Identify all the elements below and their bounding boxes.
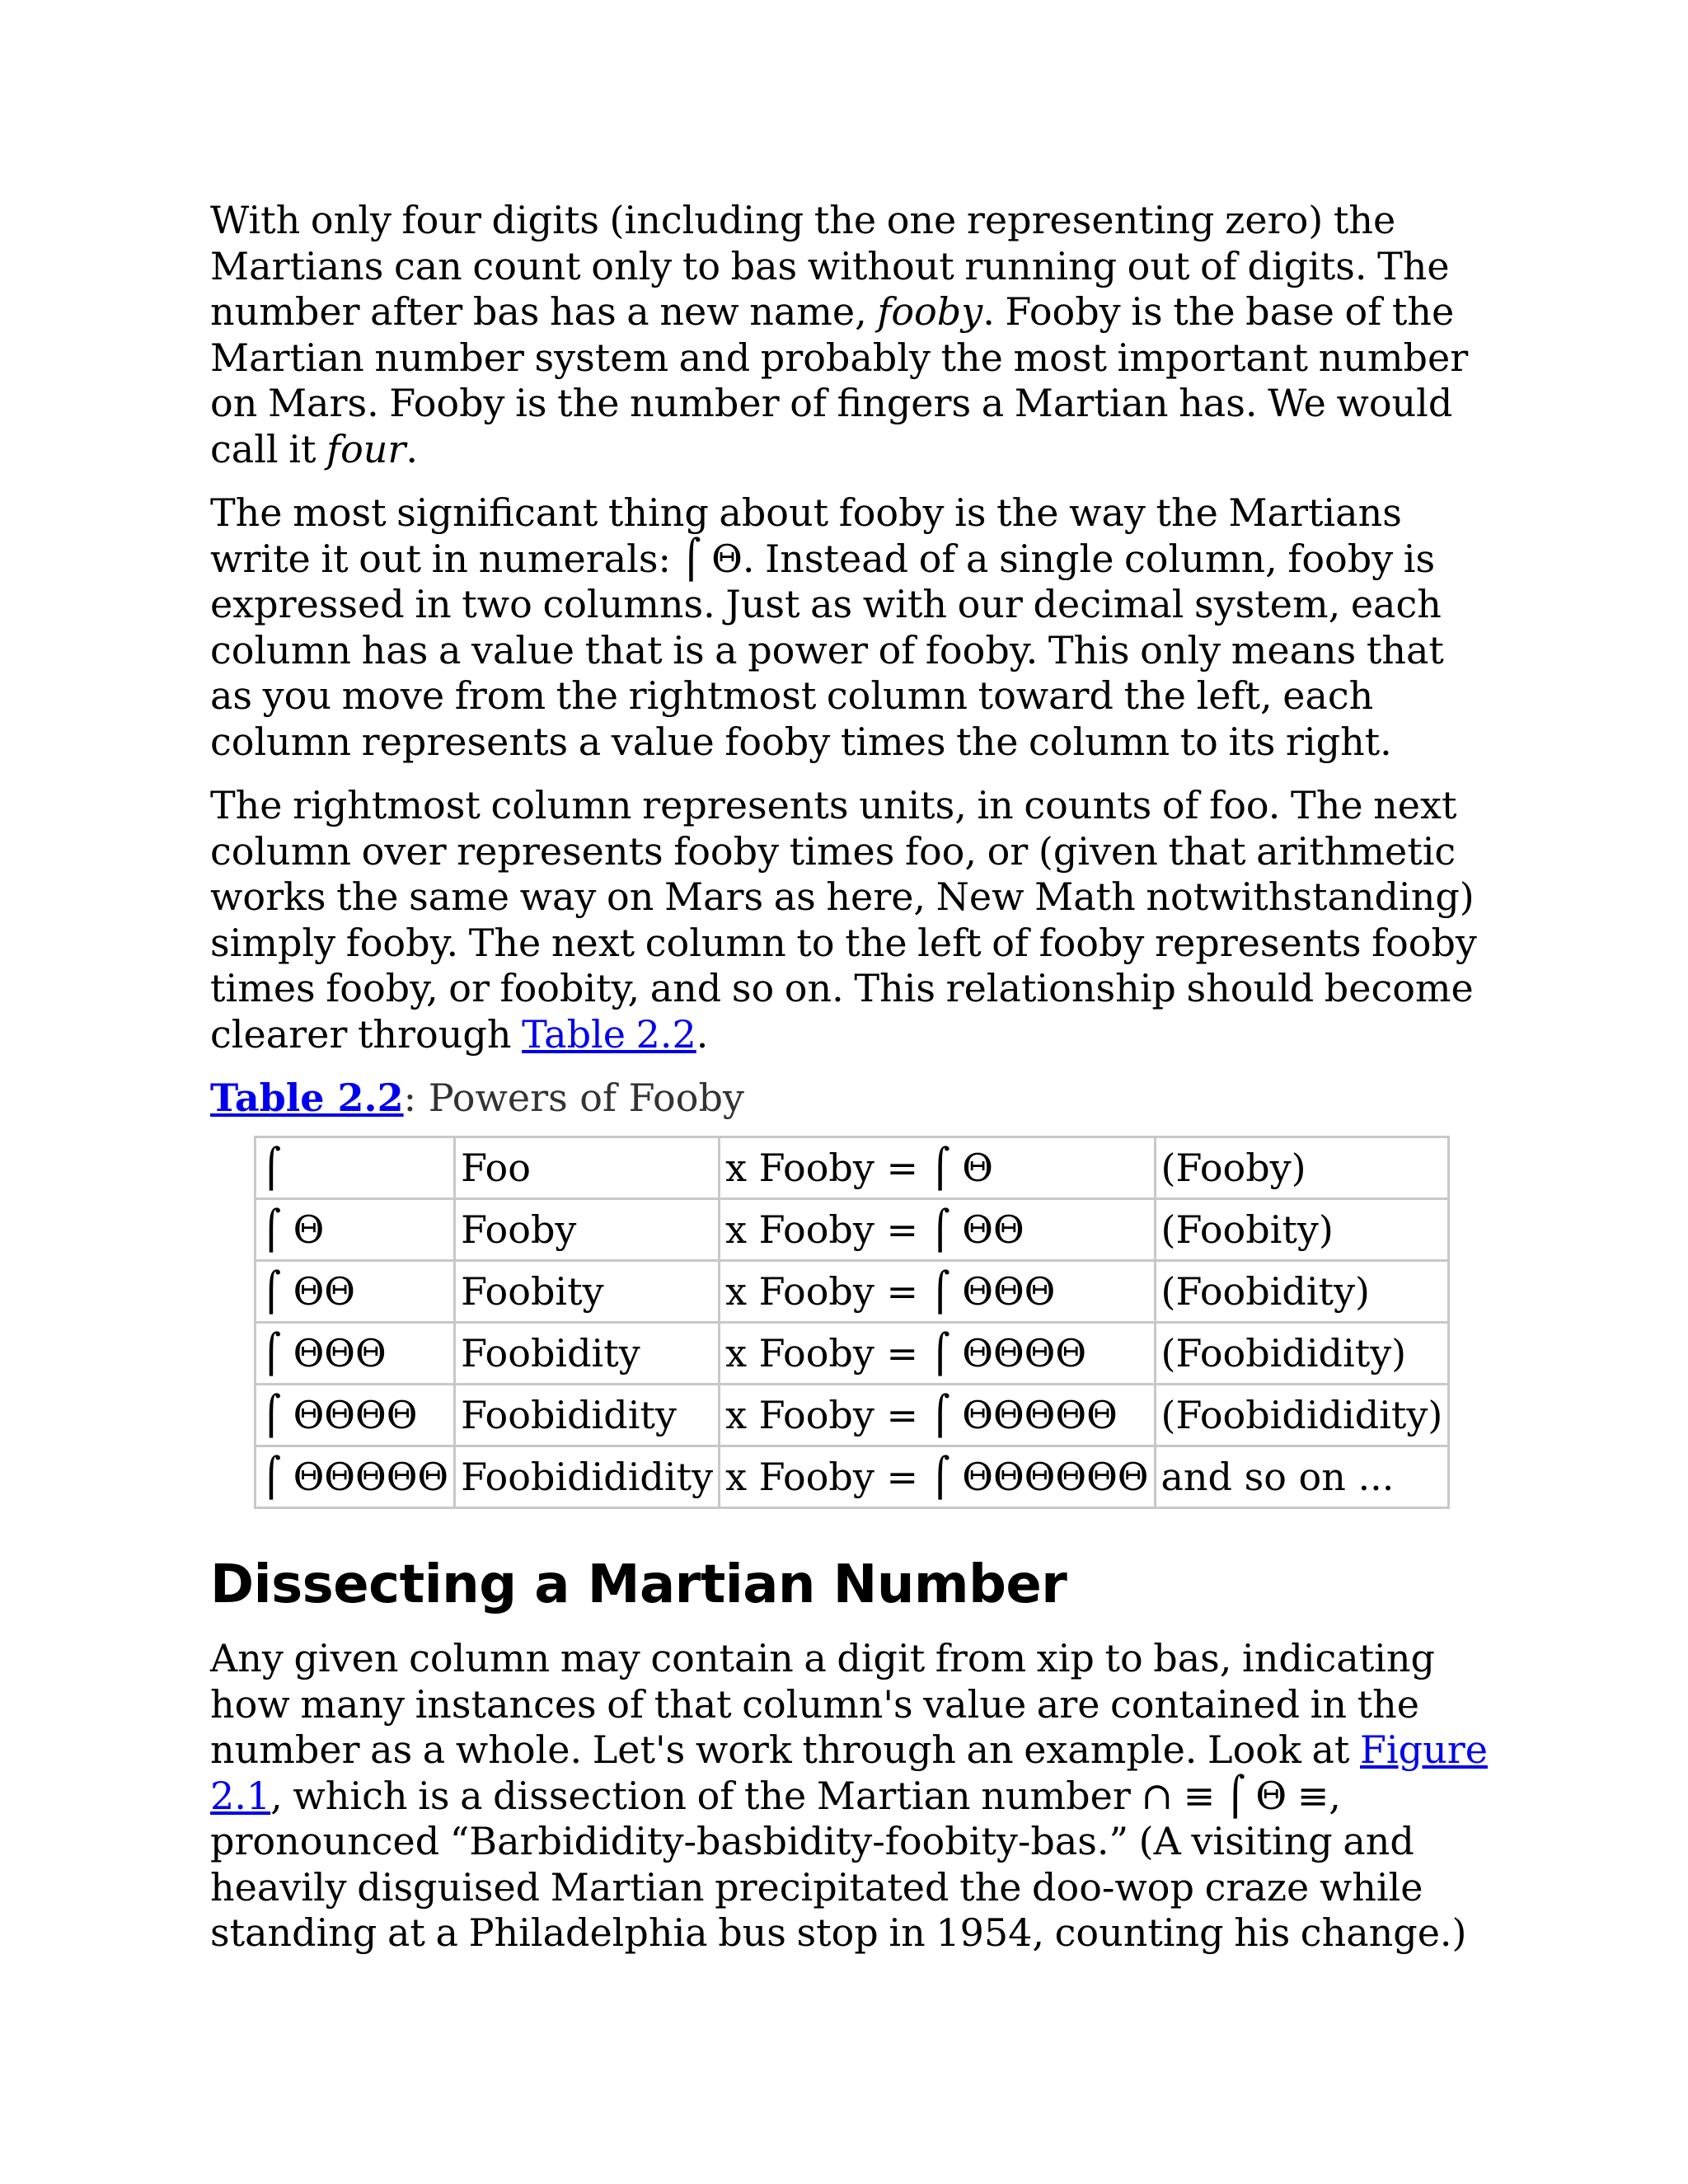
table-cell-numeral: ⌠ ΘΘΘΘΘ <box>256 1447 456 1509</box>
table-cell-product: x Fooby = ⌠ Θ <box>720 1138 1156 1200</box>
table-cell-product: x Fooby = ⌠ ΘΘΘΘΘ <box>720 1385 1156 1447</box>
table-cell-result: (Foobidididity) <box>1156 1385 1451 1447</box>
table-cell-product: x Fooby = ⌠ ΘΘ <box>720 1200 1156 1262</box>
powers-of-fooby-table <box>254 1136 1450 1509</box>
table-row <box>256 1200 1450 1262</box>
table-cell-product: x Fooby = ⌠ ΘΘΘ <box>720 1262 1156 1324</box>
table-cell-product: x Fooby = ⌠ ΘΘΘΘ <box>720 1324 1156 1385</box>
table-cell-numeral: ⌠ ΘΘΘΘ <box>256 1385 456 1447</box>
section-heading: Dissecting a Martian Number <box>210 1554 1067 1615</box>
table-cell-product: x Fooby = ⌠ ΘΘΘΘΘΘ <box>720 1447 1156 1509</box>
paragraph-fooby-intro <box>210 198 1496 472</box>
paragraph-fooby-columns: The most significant thing about fooby is the way the Martians write it out in numerals: ⌠ Θ. Instead of a single column, fooby is expressed in two columns. Just as with our decimal system, each column has a value that is a power of fooby. This only means that as you move from the rightmost column toward the left, each column represents a value fooby times the column to its right. <box>210 490 1444 764</box>
table-cell-result: (Fooby) <box>1156 1138 1451 1200</box>
table-cell-name: Foobididity <box>456 1385 720 1447</box>
table-cell-name: Foobity <box>456 1262 720 1324</box>
table-caption-text: : Powers of Fooby <box>403 1076 744 1120</box>
table-row <box>256 1447 1450 1509</box>
table-cell-numeral: ⌠ Θ <box>256 1200 456 1262</box>
figure-2-1-link[interactable]: Figure 2.1 <box>210 1727 1488 1818</box>
table-row <box>256 1324 1450 1385</box>
text-run: . Fooby is the base of the Martian number system and probably the most important number on Mars. Fooby is the number of fingers a Martian has. We would call it <box>210 289 1469 471</box>
table-cell-result: (Foobididity) <box>1156 1324 1451 1385</box>
table-cell-result: (Foobidity) <box>1156 1262 1451 1324</box>
text-run: Any given column may contain a digit from xip to bas, indicating how many instances of that column's value are contained in the number as a whole. Let's work through an example. Look at <box>210 1636 1435 1772</box>
text-run: , which is a dissection of the Martian number ∩ ≡ ⌠ Θ ≡, pronounced “Barbididity-basbidity-foobity-bas.” (A visiting and heavily disguised Martian precipitated the doo-wop craze while standing at a Philadelphia bus stop in 1954, counting his change.) <box>210 1773 1467 1955</box>
table-cell-result: (Foobity) <box>1156 1200 1451 1262</box>
table-cell-name: Foobidity <box>456 1324 720 1385</box>
table-row <box>256 1385 1450 1447</box>
table-caption <box>210 1076 1496 1121</box>
paragraph-dissecting <box>210 1636 1496 1957</box>
table-2-2-link[interactable]: Table 2.2 <box>522 1011 696 1057</box>
table-cell-numeral: ⌠ ΘΘ <box>256 1262 456 1324</box>
text-run: . <box>406 426 419 471</box>
table-row <box>256 1262 1450 1324</box>
table-cell-numeral: ⌠ ΘΘΘ <box>256 1324 456 1385</box>
page-content <box>210 198 1496 1975</box>
emphasis-four: four <box>326 426 406 471</box>
table-cell-name: Foobidididity <box>456 1447 720 1509</box>
text-run: . <box>696 1011 709 1057</box>
table-cell-name: Foo <box>456 1138 720 1200</box>
table-cell-numeral: ⌠ <box>256 1138 456 1200</box>
table-cell-name: Fooby <box>456 1200 720 1262</box>
text-run: With only four digits (including the one representing zero) the Martians can count only to bas without running out of digits. The number after bas has a new name, <box>210 198 1450 334</box>
table-caption-label-link[interactable]: Table 2.2 <box>210 1076 404 1120</box>
emphasis-fooby: fooby <box>877 289 983 334</box>
table-row <box>256 1138 1450 1200</box>
paragraph-rightmost-column <box>210 783 1496 1057</box>
table-cell-result: and so on ... <box>1156 1447 1451 1509</box>
text-run: The rightmost column represents units, in counts of foo. The next column over represents fooby times foo, or (given that arithmetic works the same way on Mars as here, New Math notwithstanding) simply fooby. The next column to the left of fooby represents fooby times fooby, or foobity, and so on. This relationship should become clearer through <box>210 783 1477 1057</box>
